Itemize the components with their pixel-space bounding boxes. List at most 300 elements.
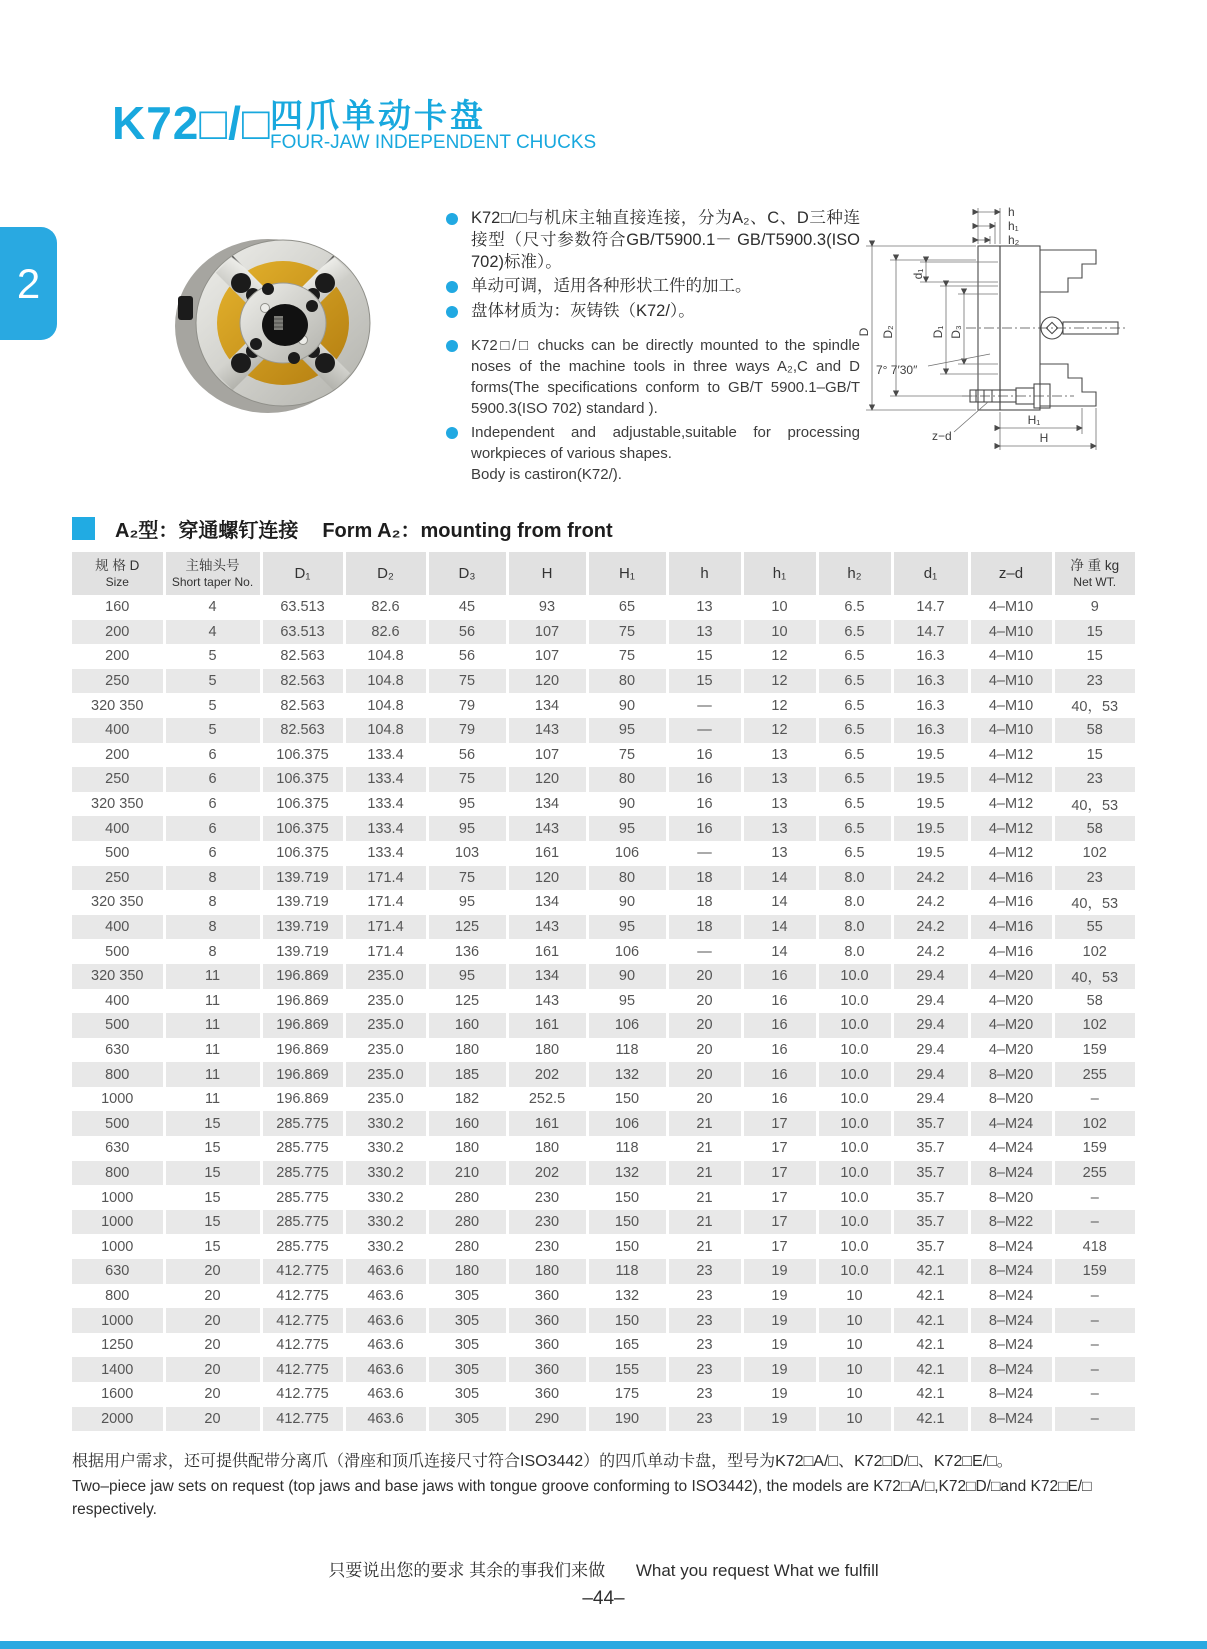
table-cell: 280	[427, 1210, 507, 1235]
table-cell: 80	[587, 767, 667, 792]
table-cell: 500	[105, 943, 130, 960]
column-header: D₃	[427, 552, 507, 595]
table-cell: 17	[742, 1111, 817, 1136]
table-cell: 1000	[101, 1238, 134, 1255]
table-cell: 4–M12	[969, 743, 1053, 768]
table-cell: 161	[507, 939, 587, 964]
table-cell: 6.5	[817, 767, 892, 792]
table-cell: 10	[817, 1308, 892, 1333]
table-cell: 1000	[72, 1308, 164, 1333]
footnote-chinese: 根据用户需求，还可提供配带分离爪（滑座和顶爪连接尺寸符合ISO3442）的四爪单动卡盘，型号为K72□A/□、K72□D/□、K72□E/□。	[72, 1453, 1013, 1470]
table-cell: 143	[507, 915, 587, 940]
table-cell: 235.0	[344, 1013, 427, 1038]
table-cell: 42.1	[892, 1357, 969, 1382]
chapter-number: 2	[16, 259, 41, 307]
feature-item	[446, 422, 860, 485]
table-cell: 15	[164, 1136, 261, 1161]
column-header: z–d	[969, 552, 1053, 595]
table-cell: 285.775	[261, 1111, 344, 1136]
table-cell: 42.1	[892, 1259, 969, 1284]
feature-item	[446, 335, 860, 419]
table-cell: 6.5	[817, 792, 892, 817]
table-row	[72, 1136, 1135, 1161]
table-cell: 400	[72, 718, 164, 743]
table-row	[72, 1308, 1135, 1333]
dim-label-h: h	[1008, 205, 1015, 219]
table-row	[72, 1185, 1135, 1210]
table-cell: 196.869	[261, 1087, 344, 1112]
table-cell: 40，53	[1053, 890, 1135, 915]
table-row	[72, 743, 1135, 768]
table-cell: –	[1053, 1284, 1135, 1309]
column-header: 规 格 D Size	[72, 552, 164, 595]
table-cell: 106	[587, 939, 667, 964]
table-cell: 14	[742, 939, 817, 964]
table-cell: 106	[587, 1111, 667, 1136]
table-cell: 5	[164, 644, 261, 669]
dim-label-D1: D₁	[931, 325, 945, 339]
table-cell: 82.563	[261, 718, 344, 743]
table-cell: 4–M10	[969, 644, 1053, 669]
table-cell: 463.6	[344, 1308, 427, 1333]
column-header: h₂	[817, 552, 892, 595]
table-cell: 1000	[101, 1189, 134, 1206]
section-title-chinese: A₂型：穿通螺钉连接	[115, 520, 299, 542]
table-cell: 16	[742, 1013, 817, 1038]
table-cell: 330.2	[344, 1111, 427, 1136]
table-cell: 23	[667, 1333, 742, 1358]
table-cell: 6.5	[817, 620, 892, 645]
table-cell: 10.0	[817, 1038, 892, 1063]
dim-label-zd: z−d	[932, 429, 952, 443]
table-cell: 24.2	[892, 866, 969, 891]
table-cell: 11	[164, 964, 261, 989]
feature-item	[446, 301, 860, 323]
table-cell: 4–M24	[969, 1136, 1053, 1161]
table-cell: 40，53	[1053, 792, 1135, 817]
table-cell: 8–M20	[969, 1087, 1053, 1112]
table-cell: 171.4	[344, 890, 427, 915]
table-row	[72, 964, 1135, 989]
table-cell: —	[667, 939, 742, 964]
table-cell: 16	[667, 743, 742, 768]
table-cell: 230	[507, 1234, 587, 1259]
column-header: d₁	[892, 552, 969, 595]
table-cell: 58	[1053, 989, 1135, 1014]
table-cell: 55	[1053, 915, 1135, 940]
table-cell: 13	[742, 841, 817, 866]
table-cell: 95	[427, 792, 507, 817]
table-cell: 500	[105, 845, 130, 862]
table-cell: 133.4	[344, 767, 427, 792]
column-header: D₂	[344, 552, 427, 595]
product-photo	[172, 220, 384, 430]
table-cell: 132	[587, 1062, 667, 1087]
table-cell: 285.775	[261, 1136, 344, 1161]
table-cell: 19	[742, 1308, 817, 1333]
table-cell: 14.7	[892, 595, 969, 620]
table-cell: 20	[164, 1308, 261, 1333]
table-cell: 180	[507, 1259, 587, 1284]
table-cell: –	[1053, 1382, 1135, 1407]
table-cell: 23	[667, 1357, 742, 1382]
tagline	[0, 1556, 1207, 1581]
section-heading	[72, 514, 613, 543]
table-cell: 4–M16	[969, 866, 1053, 891]
table-row	[72, 890, 1135, 915]
table-cell: 16	[742, 1062, 817, 1087]
table-cell: 42.1	[892, 1308, 969, 1333]
table-cell: 13	[667, 595, 742, 620]
table-cell: 400	[105, 992, 130, 1009]
feature-text: 盘体材质为：灰铸铁（K72/）。	[471, 302, 695, 321]
table-cell: 35.7	[892, 1111, 969, 1136]
table-row	[72, 1407, 1135, 1432]
table-header-row	[72, 552, 1135, 595]
table-cell: –	[1053, 1407, 1135, 1432]
section-drawing	[838, 198, 1140, 456]
table-cell: 463.6	[344, 1382, 427, 1407]
table-cell: 159	[1053, 1038, 1135, 1063]
table-cell: 75	[587, 620, 667, 645]
table-cell: 65	[587, 595, 667, 620]
table-cell: 80	[587, 866, 667, 891]
table-cell: 134	[507, 964, 587, 989]
table-cell: 23	[667, 1259, 742, 1284]
table-cell: 255	[1053, 1161, 1135, 1186]
table-cell: 143	[507, 989, 587, 1014]
table-cell: 20	[164, 1357, 261, 1382]
table-cell: 19	[742, 1407, 817, 1432]
dim-label-d1: d₁	[911, 268, 925, 280]
table-cell: 58	[1053, 816, 1135, 841]
table-cell: 10.0	[817, 989, 892, 1014]
table-cell: 161	[507, 1111, 587, 1136]
table-cell: 21	[667, 1185, 742, 1210]
table-cell: 160	[427, 1013, 507, 1038]
table-row	[72, 1382, 1135, 1407]
table-cell: 20	[667, 1062, 742, 1087]
table-cell: 200	[105, 746, 130, 763]
table-cell: 125	[427, 989, 507, 1014]
table-cell: 280	[427, 1234, 507, 1259]
table-cell: 4–M10	[969, 620, 1053, 645]
table-cell: 10	[742, 595, 817, 620]
table-row	[72, 1284, 1135, 1309]
table-cell: 14	[742, 866, 817, 891]
table-cell: 196.869	[261, 989, 344, 1014]
table-cell: 102	[1053, 841, 1135, 866]
table-cell: 10.0	[817, 1234, 892, 1259]
table-cell: 412.775	[261, 1357, 344, 1382]
feature-list	[446, 208, 860, 488]
table-cell: 150	[587, 1185, 667, 1210]
table-cell: 161	[507, 841, 587, 866]
table-cell: 320 350	[91, 697, 144, 714]
table-cell: 19	[742, 1259, 817, 1284]
table-cell: 171.4	[344, 915, 427, 940]
table-cell: 35.7	[892, 1136, 969, 1161]
table-cell: 8–M22	[969, 1210, 1053, 1235]
table-cell: 107	[507, 743, 587, 768]
table-cell: –	[1053, 1308, 1135, 1333]
table-cell: 630	[72, 1259, 164, 1284]
table-cell: 106.375	[261, 841, 344, 866]
table-cell: 15	[667, 669, 742, 694]
table-cell: 8–M24	[969, 1259, 1053, 1284]
feature-text: Body is castiron(K72/).	[471, 465, 622, 483]
table-cell: 79	[427, 693, 507, 718]
table-cell: –	[1053, 1087, 1135, 1112]
table-cell: 75	[587, 743, 667, 768]
table-cell: 15	[164, 1111, 261, 1136]
table-cell: 210	[427, 1161, 507, 1186]
table-cell: 4–M20	[969, 989, 1053, 1014]
table-cell: 82.563	[261, 644, 344, 669]
table-cell: –	[1053, 1185, 1135, 1210]
table-cell: 8–M24	[969, 1357, 1053, 1382]
table-cell: 412.775	[261, 1284, 344, 1309]
table-cell: 15	[667, 644, 742, 669]
table-cell: 400	[72, 915, 164, 940]
table-cell: 80	[587, 669, 667, 694]
table-cell: 4–M10	[969, 718, 1053, 743]
spec-table	[72, 552, 1135, 1431]
footnote-english: Two–piece jaw sets on request (top jaws and base jaws with tongue groove conforming to ISO3442), the models are K72□A/□,K72□D/□and K72□E/□ respectively.	[72, 1478, 1092, 1518]
table-cell: 360	[507, 1284, 587, 1309]
table-cell: 14	[742, 890, 817, 915]
table-cell: 1000	[72, 1210, 164, 1235]
table-cell: 103	[427, 841, 507, 866]
table-cell: –	[1053, 1357, 1135, 1382]
table-cell: 4	[164, 595, 261, 620]
table-cell: 800	[72, 1062, 164, 1087]
table-cell: 202	[507, 1062, 587, 1087]
table-cell: 19.5	[892, 816, 969, 841]
table-cell: 132	[587, 1161, 667, 1186]
table-cell: 4–M12	[969, 767, 1053, 792]
table-cell: 252.5	[507, 1087, 587, 1112]
table-cell: 29.4	[892, 964, 969, 989]
table-cell: 12	[742, 718, 817, 743]
table-cell: 285.775	[261, 1234, 344, 1259]
table-cell: 17	[742, 1234, 817, 1259]
dimension-diagram	[838, 198, 1140, 456]
table-cell: 29.4	[892, 1062, 969, 1087]
table-cell: 16.3	[892, 669, 969, 694]
section-title-english: Form A₂：mounting from front	[322, 520, 613, 542]
table-cell: 16	[667, 792, 742, 817]
table-cell: 2000	[72, 1407, 164, 1432]
table-cell: 11	[164, 1087, 261, 1112]
chapter-tab	[0, 227, 57, 340]
table-cell: 20	[667, 1013, 742, 1038]
table-cell: 10	[817, 1407, 892, 1432]
section-marker-icon	[72, 517, 95, 540]
page-title-chinese: 四爪单动卡盘	[270, 97, 486, 134]
table-cell: 19.5	[892, 841, 969, 866]
table-cell: 139.719	[261, 890, 344, 915]
table-cell: 9	[1053, 595, 1135, 620]
table-cell: 20	[667, 964, 742, 989]
table-cell: 12	[742, 693, 817, 718]
table-cell: 42.1	[892, 1382, 969, 1407]
table-cell: 5	[164, 693, 261, 718]
table-cell: 180	[507, 1136, 587, 1161]
table-cell: 82.563	[261, 693, 344, 718]
bullet-icon	[446, 281, 458, 293]
table-cell: 15	[164, 1161, 261, 1186]
table-cell: 320 350	[91, 796, 144, 813]
table-cell: 16.3	[892, 718, 969, 743]
dim-label-D: D	[857, 327, 871, 337]
table-cell: 8–M24	[969, 1308, 1053, 1333]
table-cell: 18	[667, 915, 742, 940]
table-cell: 143	[507, 718, 587, 743]
table-cell: 6.5	[817, 743, 892, 768]
table-cell: 106.375	[261, 792, 344, 817]
table-cell: 235.0	[344, 989, 427, 1014]
table-row	[72, 915, 1135, 940]
table-cell: 19	[742, 1382, 817, 1407]
table-cell: 16	[742, 989, 817, 1014]
table-cell: 230	[507, 1185, 587, 1210]
table-cell: 82.6	[344, 620, 427, 645]
table-cell: 1400	[72, 1357, 164, 1382]
table-cell: 10.0	[817, 1111, 892, 1136]
table-cell: 463.6	[344, 1284, 427, 1309]
table-cell: 120	[507, 866, 587, 891]
table-cell: 21	[667, 1111, 742, 1136]
table-cell: 107	[507, 620, 587, 645]
table-cell: 16	[667, 816, 742, 841]
table-cell: 305	[427, 1284, 507, 1309]
table-cell: 21	[667, 1234, 742, 1259]
table-cell: 8–M20	[969, 1062, 1053, 1087]
table-cell: 171.4	[344, 939, 427, 964]
table-cell: 10.0	[817, 1062, 892, 1087]
table-cell: 185	[427, 1062, 507, 1087]
table-cell: 133.4	[344, 792, 427, 817]
table-cell: 330.2	[344, 1161, 427, 1186]
table-cell: –	[1053, 1333, 1135, 1358]
table-cell: 180	[427, 1038, 507, 1063]
table-cell: 6.5	[817, 816, 892, 841]
table-cell: 58	[1053, 718, 1135, 743]
table-cell: 20	[164, 1333, 261, 1358]
table-cell: 285.775	[261, 1185, 344, 1210]
table-cell: 132	[587, 1284, 667, 1309]
table-cell: 95	[427, 816, 507, 841]
table-cell: 8.0	[817, 890, 892, 915]
table-cell: 16	[667, 767, 742, 792]
table-cell: 23	[1053, 669, 1135, 694]
table-cell: 4–M10	[969, 595, 1053, 620]
table-row	[72, 1062, 1135, 1087]
table-cell: 107	[507, 644, 587, 669]
table-cell: 106.375	[261, 816, 344, 841]
table-cell: 412.775	[261, 1259, 344, 1284]
table-cell: 90	[587, 890, 667, 915]
table-cell: 20	[164, 1382, 261, 1407]
table-cell: 106.375	[261, 743, 344, 768]
table-cell: 230	[507, 1210, 587, 1235]
table-cell: 4–M12	[969, 841, 1053, 866]
table-row	[72, 939, 1135, 964]
table-cell: 16	[742, 1087, 817, 1112]
table-cell: 19.5	[892, 743, 969, 768]
table-cell: 21	[667, 1210, 742, 1235]
table-cell: 196.869	[261, 1013, 344, 1038]
table-cell: 250	[72, 866, 164, 891]
table-cell: 8–M24	[969, 1382, 1053, 1407]
table-cell: 280	[427, 1185, 507, 1210]
table-cell: 200	[72, 620, 164, 645]
table-cell: 8	[164, 915, 261, 940]
dim-label-H1: H₁	[1027, 413, 1041, 427]
table-cell: 134	[507, 890, 587, 915]
table-cell: 6.5	[817, 595, 892, 620]
table-cell: 11	[164, 1038, 261, 1063]
table-cell: 75	[427, 866, 507, 891]
table-cell: 4–M20	[969, 1038, 1053, 1063]
table-cell: 1600	[101, 1386, 134, 1403]
table-cell: 180	[507, 1038, 587, 1063]
table-cell: 305	[427, 1382, 507, 1407]
table-cell: 12	[742, 644, 817, 669]
table-row	[72, 816, 1135, 841]
table-cell: 6.5	[817, 669, 892, 694]
table-cell: 134	[507, 792, 587, 817]
table-cell: 500	[72, 1013, 164, 1038]
table-cell: 133.4	[344, 841, 427, 866]
table-cell: 63.513	[261, 595, 344, 620]
table-cell: 17	[742, 1210, 817, 1235]
table-cell: 104.8	[344, 718, 427, 743]
table-row	[72, 718, 1135, 743]
table-cell: 10	[817, 1284, 892, 1309]
table-cell: 106	[587, 1013, 667, 1038]
table-cell: 104.8	[344, 669, 427, 694]
table-cell: 40，53	[1053, 964, 1135, 989]
table-cell: 29.4	[892, 1013, 969, 1038]
table-cell: 23	[1053, 866, 1135, 891]
table-cell: 139.719	[261, 866, 344, 891]
table-cell: 150	[587, 1234, 667, 1259]
table-row	[72, 620, 1135, 645]
table-cell: 11	[164, 1062, 261, 1087]
table-cell: 1250	[101, 1337, 134, 1354]
table-cell: 360	[507, 1357, 587, 1382]
table-cell: 412.775	[261, 1382, 344, 1407]
table-cell: 82.563	[261, 669, 344, 694]
table-cell: 630	[105, 1041, 130, 1058]
table-cell: 35.7	[892, 1210, 969, 1235]
footer-accent-bar	[0, 1641, 1207, 1649]
table-cell: 29.4	[892, 1087, 969, 1112]
column-header: h₁	[742, 552, 817, 595]
table-cell: 35.7	[892, 1185, 969, 1210]
bullet-icon	[446, 306, 458, 318]
table-cell: 20	[667, 1087, 742, 1112]
table-cell: 21	[667, 1136, 742, 1161]
table-cell: 8.0	[817, 939, 892, 964]
table-cell: 320 350	[72, 964, 164, 989]
table-cell: 4–M16	[969, 915, 1053, 940]
page-title-english: FOUR-JAW INDEPENDENT CHUCKS	[270, 132, 597, 153]
table-row	[72, 1210, 1135, 1235]
table-cell: 412.775	[261, 1407, 344, 1432]
